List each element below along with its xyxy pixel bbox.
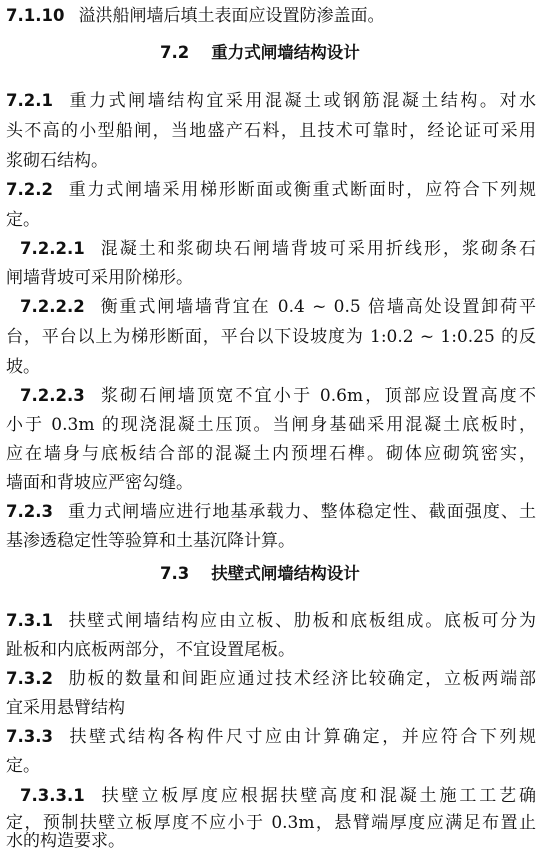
section-title: 重力式闸墙结构设计 bbox=[211, 43, 360, 62]
clause-number: 7.2.2.2 bbox=[20, 297, 85, 316]
clause-7-2-2-1 bbox=[20, 234, 536, 264]
paragraph-line: 定。 bbox=[6, 210, 40, 230]
paragraph-line: 小于 0.3m 的现浇混凝土压顶。当闸身基础采用混凝土底板时， bbox=[6, 415, 536, 435]
clause-text: 重力式闸墙应进行地基承载力、整体稳定性、截面强度、土 bbox=[66, 502, 536, 522]
clause-text: 混凝土和浆砌块石闸墙背坡可采用折线形，浆砌条石 bbox=[98, 239, 536, 259]
clause-text: 肋板的数量和间距应通过技术经济比较确定，立板两端部 bbox=[66, 669, 536, 689]
paragraph-line: 台，平台以上为梯形断面，平台以下设坡度为 1:0.2 ~ 1:0.25 的反 bbox=[6, 327, 536, 347]
paragraph-line: 定，预制扶壁立板厚度不应小于 0.3m，悬臂端厚度应满足布置止 bbox=[6, 813, 536, 833]
paragraph-line: 应在墙身与底板结合部的混凝土内预埋石榫。砌体应砌筑密实， bbox=[6, 444, 536, 464]
clause-7-2-1 bbox=[6, 86, 536, 116]
clause-number: 7.2.2.3 bbox=[20, 386, 85, 405]
clause-7-2-2-2 bbox=[20, 292, 536, 322]
section-number: 7.2 bbox=[160, 43, 190, 62]
clause-number: 7.2.3 bbox=[6, 502, 53, 521]
clause-number: 7.2.2.1 bbox=[20, 239, 85, 258]
paragraph-line: 头不高的小型船闸，当地盛产石料，且技术可靠时，经论证可采用 bbox=[6, 121, 536, 141]
paragraph-line: 水的构造要求。 bbox=[6, 832, 125, 850]
paragraph-line: 趾板和内底板两部分，不宜设置尾板。 bbox=[6, 640, 295, 660]
section-title: 扶壁式闸墙结构设计 bbox=[211, 564, 360, 583]
clause-number: 7.2.2 bbox=[6, 180, 53, 199]
paragraph-line: 闸墙背坡可采用阶梯形。 bbox=[6, 268, 193, 288]
clause-text: 溢洪船闸墙后填土表面应设置防渗盖面。 bbox=[78, 6, 385, 26]
clause-number: 7.3.1 bbox=[6, 611, 53, 630]
clause-7-2-3 bbox=[6, 497, 536, 527]
section-heading-7-2 bbox=[160, 38, 460, 68]
section-heading-7-3 bbox=[160, 559, 460, 589]
clause-7-1-10 bbox=[6, 1, 536, 31]
clause-7-3-1 bbox=[6, 606, 536, 636]
paragraph-line: 坡。 bbox=[6, 357, 40, 377]
clause-text: 浆砌石闸墙顶宽不宜小于 0.6m，顶部应设置高度不 bbox=[98, 386, 536, 406]
paragraph-line: 宜采用悬臂结构 bbox=[6, 698, 125, 718]
paragraph-line: 定。 bbox=[6, 756, 40, 776]
clause-text: 扶壁式结构各构件尺寸应由计算确定，并应符合下列规 bbox=[66, 727, 536, 747]
clause-text: 重力式闸墙结构宜采用混凝土或钢筋混凝土结构。对水 bbox=[66, 91, 536, 111]
clause-number: 7.1.10 bbox=[6, 6, 65, 25]
clause-text: 扶壁式闸墙结构应由立板、肋板和底板组成。底板可分为 bbox=[66, 611, 536, 631]
clause-7-3-2 bbox=[6, 664, 536, 694]
clause-7-2-2-3 bbox=[20, 381, 536, 411]
clause-text: 衡重式闸墙墙背宜在 0.4 ~ 0.5 倍墙高处设置卸荷平 bbox=[98, 297, 536, 317]
clause-number: 7.3.2 bbox=[6, 669, 53, 688]
clause-text: 重力式闸墙采用梯形断面或衡重式断面时，应符合下列规 bbox=[66, 180, 536, 200]
clause-number: 7.2.1 bbox=[6, 91, 53, 110]
paragraph-line: 基渗透稳定性等验算和土基沉降计算。 bbox=[6, 531, 295, 551]
section-number: 7.3 bbox=[160, 564, 190, 583]
clause-7-2-2 bbox=[6, 175, 536, 205]
paragraph-line: 浆砌石结构。 bbox=[6, 151, 108, 171]
clause-text: 扶壁立板厚度应根据扶壁高度和混凝土施工工艺确 bbox=[98, 786, 536, 806]
paragraph-line: 墙面和背坡应严密勾缝。 bbox=[6, 473, 193, 493]
clause-7-3-3 bbox=[6, 722, 536, 752]
clause-number: 7.3.3.1 bbox=[20, 786, 85, 805]
clause-7-3-3-1 bbox=[20, 781, 536, 811]
clause-number: 7.3.3 bbox=[6, 727, 53, 746]
